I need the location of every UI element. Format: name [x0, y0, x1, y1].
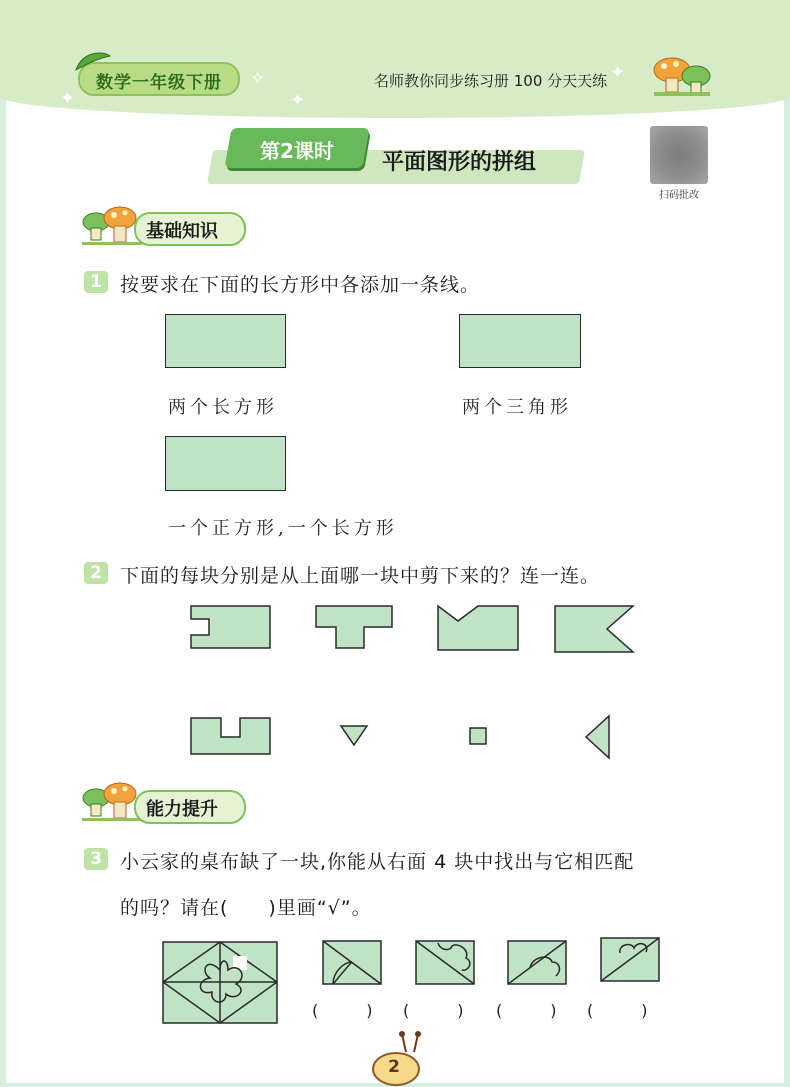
q2-prompt: 下面的每块分别是从上面哪一块中剪下来的？连一连。	[120, 565, 601, 587]
section-ability-title: 能力提升	[146, 799, 218, 820]
option-piece-4	[601, 938, 659, 981]
q3-prompt-line2: 的吗？请在( )里画“√”。	[120, 897, 372, 919]
option-piece-2	[416, 941, 474, 984]
q1-caption-a: 两个长方形	[168, 397, 278, 418]
series-title: 名师教你同步练习册 100 分天天练	[374, 72, 608, 90]
tablecloth-figure	[163, 942, 277, 1023]
scan-label: 扫码批改	[659, 190, 699, 201]
sparkle-icon: ✦	[60, 88, 76, 109]
q1-prompt: 按要求在下面的长方形中各添加一条线。	[120, 274, 481, 296]
section-basic-title: 基础知识	[146, 221, 218, 242]
q3-prompt-line1: 小云家的桌布缺了一块,你能从右面 4 块中找出与它相匹配	[120, 851, 635, 873]
question-number: 1	[84, 271, 108, 293]
sparkle-icon: ✧	[250, 68, 266, 89]
sparkle-icon: ✦	[610, 62, 626, 83]
book-label: 数学一年级下册	[96, 73, 222, 93]
sparkle-icon: ✦	[290, 90, 306, 111]
page-number: 2	[388, 1057, 400, 1077]
question-number: 3	[84, 848, 108, 870]
answer-blank-4[interactable]: ( )	[587, 1001, 648, 1020]
answer-blank-3[interactable]: ( )	[496, 1001, 557, 1020]
option-piece-3	[508, 941, 566, 984]
q1-caption-c: 一个正方形,一个长方形	[168, 518, 398, 539]
q1-caption-b: 两个三角形	[462, 397, 572, 418]
answer-blank-2[interactable]: ( )	[403, 1001, 464, 1020]
lesson-tab-label: 第2课时	[260, 139, 334, 163]
question-number: 2	[84, 562, 108, 584]
lesson-title: 平面图形的拼组	[382, 150, 537, 175]
option-piece-1	[323, 941, 381, 984]
answer-blank-1[interactable]: ( )	[312, 1001, 373, 1020]
